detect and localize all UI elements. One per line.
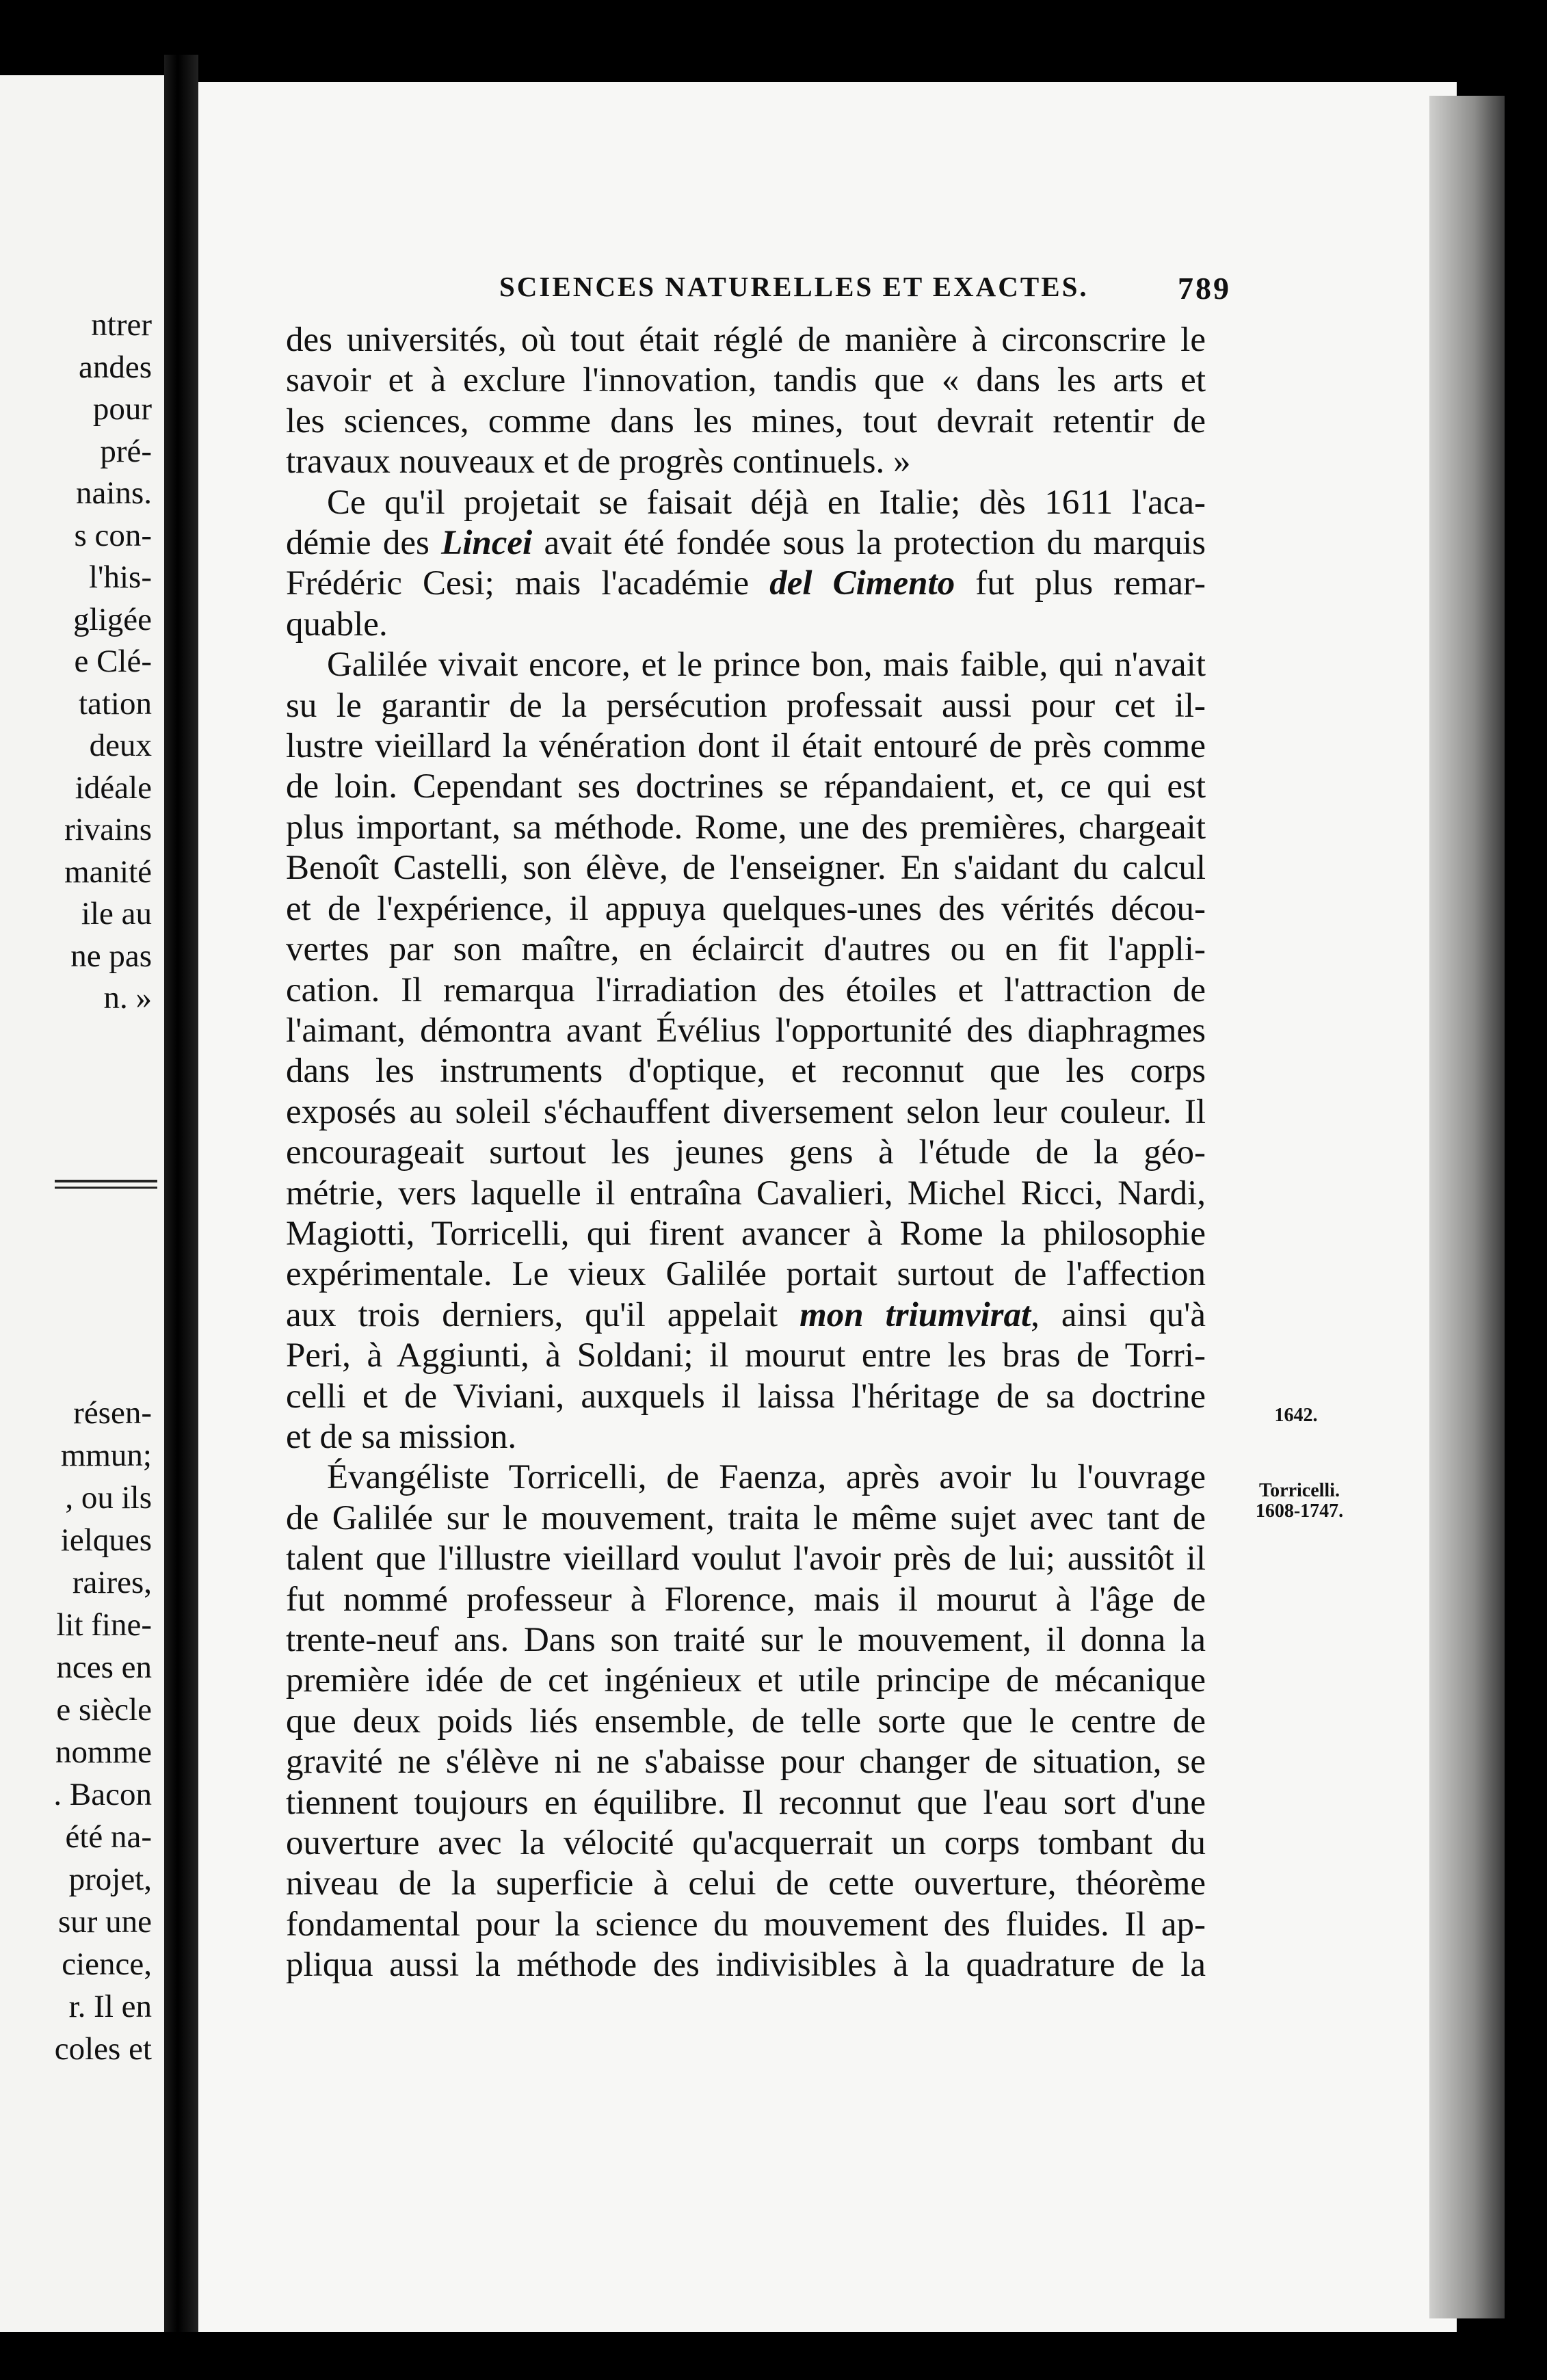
body-line: dans les instruments d'optique, et reconnut que les corps bbox=[286, 1052, 1206, 1091]
left-page-line: andes bbox=[78, 349, 152, 385]
left-page-text-top bbox=[0, 304, 152, 1020]
left-page-line: coles et bbox=[54, 2031, 152, 2067]
body-line: niveau de la superficie à celui de cette ouverture, théorème bbox=[286, 1864, 1206, 1903]
left-page-line: r. Il en bbox=[68, 1989, 152, 2024]
body-line: lustre vieillard la vénération dont il était entouré de près comme bbox=[286, 727, 1206, 766]
page-number: 789 bbox=[1178, 271, 1231, 306]
margin-note-name: Torricelli. bbox=[1259, 1480, 1340, 1501]
left-page-line: e Clé- bbox=[74, 644, 152, 679]
running-title: SCIENCES NATURELLES ET EXACTES. bbox=[499, 271, 1089, 302]
body-line: exposés au soleil s'échauffent diversement selon leur couleur. Il bbox=[286, 1092, 1206, 1131]
left-page-line: sur une bbox=[57, 1904, 152, 1940]
left-page-line: deux bbox=[89, 728, 152, 763]
left-page-line: ielques bbox=[60, 1522, 152, 1558]
left-page-line: , ou ils bbox=[65, 1480, 152, 1516]
left-page-line: ile au bbox=[81, 896, 152, 931]
body-line: Magiotti, Torricelli, qui firent avancer à Rome la philosophie bbox=[286, 1214, 1206, 1253]
left-page-line: nains. bbox=[76, 475, 152, 511]
body-line: tiennent toujours en équilibre. Il reconnut que l'eau sort d'une bbox=[286, 1783, 1206, 1822]
body-line: trente-neuf ans. Dans son traité sur le mouvement, il donna la bbox=[286, 1621, 1206, 1659]
left-page-line: manité bbox=[64, 854, 152, 890]
left-page-line: lit fine- bbox=[56, 1607, 152, 1643]
left-page-line: n. » bbox=[103, 980, 152, 1016]
book-gutter bbox=[164, 55, 198, 2332]
body-line: de loin. Cependant ses doctrines se répandaient, et, ce qui est bbox=[286, 767, 1206, 806]
left-page-line: gligée bbox=[73, 601, 152, 637]
left-page-line: mmun; bbox=[60, 1438, 152, 1473]
body-text bbox=[286, 320, 1206, 1986]
body-line: Benoît Castelli, son élève, de l'enseigner. En s'aidant du calcul bbox=[286, 849, 1206, 888]
left-page-line: résen- bbox=[73, 1395, 152, 1431]
body-line: démie des Lincei avait été fondée sous la protection du marquis bbox=[286, 524, 1206, 563]
left-page-rule bbox=[55, 1180, 157, 1189]
body-line: et de l'expérience, il appuya quelques-unes des vérités décou- bbox=[286, 889, 1206, 928]
left-page-line: raires, bbox=[72, 1565, 152, 1600]
body-line: des universités, où tout était réglé de manière à circonscrire le bbox=[286, 321, 1206, 359]
left-page-text-bottom bbox=[0, 1392, 152, 2070]
left-page-line: tation bbox=[78, 685, 152, 722]
left-page-line: idéale bbox=[75, 769, 152, 806]
body-line: expérimentale. Le vieux Galilée portait surtout de l'affection bbox=[286, 1255, 1206, 1294]
body-line: ouverture avec la vélocité qu'acquerrait un corps tombant du bbox=[286, 1824, 1206, 1863]
body-line: quable. bbox=[286, 605, 388, 644]
body-line: Frédéric Cesi; mais l'académie del Cimento fut plus remar- bbox=[286, 564, 1206, 603]
left-page-line: projet, bbox=[68, 1862, 152, 1897]
body-line: Peri, à Aggiunti, à Soldani; il mourut entre les bras de Torri- bbox=[286, 1336, 1206, 1375]
body-line: Ce qu'il projetait se faisait déjà en Italie; dès 1611 l'aca- bbox=[327, 483, 1206, 522]
body-line: encourageait surtout les jeunes gens à l'étude de la géo- bbox=[286, 1133, 1206, 1172]
body-line: plus important, sa méthode. Rome, une des premières, chargeait bbox=[286, 808, 1206, 847]
left-page-line: cience, bbox=[62, 1946, 152, 1982]
body-line: l'aimant, démontra avant Évélius l'opportunité des diaphragmes bbox=[286, 1011, 1206, 1050]
left-page-line: ntrer bbox=[91, 307, 152, 343]
body-line: vertes par son maître, en éclaircit d'autres ou en fit l'appli- bbox=[286, 930, 1206, 969]
body-line: de Galilée sur le mouvement, traita le même sujet avec tant de bbox=[286, 1498, 1206, 1537]
running-head bbox=[287, 270, 1231, 311]
left-page-line: l'his- bbox=[88, 559, 152, 595]
left-facing-page bbox=[0, 75, 164, 2332]
body-line: fondamental pour la science du mouvement des fluides. Il ap- bbox=[286, 1905, 1206, 1944]
margin-note-dates: 1608-1747. bbox=[1255, 1500, 1344, 1522]
left-page-line: nces en bbox=[56, 1650, 152, 1685]
left-page-line: s con- bbox=[74, 517, 152, 553]
body-line: Évangéliste Torricelli, de Faenza, après avoir lu l'ouvrage bbox=[327, 1458, 1206, 1497]
left-page-line: été na- bbox=[65, 1819, 152, 1855]
body-line: celli et de Viviani, auxquels il laissa l'héritage de sa doctrine bbox=[286, 1377, 1206, 1416]
left-page-line: . Bacon bbox=[53, 1777, 152, 1812]
body-line: travaux nouveaux et de progrès continuels. » bbox=[286, 442, 911, 481]
page-edge-shadow bbox=[1429, 96, 1505, 2318]
body-line: pliqua aussi la méthode des indivisibles à la quadrature de la bbox=[286, 1946, 1206, 1985]
body-line: les sciences, comme dans les mines, tout devrait retentir de bbox=[286, 401, 1206, 440]
body-line: savoir et à exclure l'innovation, tandis que « dans les arts et bbox=[286, 361, 1206, 400]
margin-note-torricelli bbox=[1255, 1481, 1344, 1522]
body-line: que deux poids liés ensemble, de telle sorte que le centre de bbox=[286, 1702, 1206, 1741]
left-page-line: ne pas bbox=[70, 938, 152, 974]
body-line: aux trois derniers, qu'il appelait mon triumvirat, ainsi qu'à bbox=[286, 1295, 1206, 1334]
margin-note-year: 1642. bbox=[1274, 1405, 1318, 1426]
body-line: su le garantir de la persécution professait aussi pour cet il- bbox=[286, 686, 1206, 725]
body-line: fut nommé professeur à Florence, mais il mourut à l'âge de bbox=[286, 1580, 1206, 1619]
left-page-line: rivains bbox=[64, 812, 152, 847]
body-line: et de sa mission. bbox=[286, 1417, 517, 1456]
body-line: gravité ne s'élève ni ne s'abaisse pour changer de situation, se bbox=[286, 1743, 1206, 1782]
body-line: Galilée vivait encore, et le prince bon, mais faible, qui n'avait bbox=[327, 646, 1206, 685]
body-line: première idée de cet ingénieux et utile principe de mécanique bbox=[286, 1661, 1206, 1700]
left-page-line: e siècle bbox=[56, 1692, 152, 1728]
left-page-line: pré- bbox=[100, 433, 152, 469]
body-line: talent que l'illustre vieillard voulut l'avoir près de lui; aussitôt il bbox=[286, 1539, 1206, 1578]
body-line: métrie, vers laquelle il entraîna Cavalieri, Michel Ricci, Nardi, bbox=[286, 1174, 1206, 1213]
left-page-line: pour bbox=[92, 391, 152, 427]
body-line: cation. Il remarqua l'irradiation des étoiles et l'attraction de bbox=[286, 970, 1206, 1009]
left-page-line: nomme bbox=[55, 1734, 152, 1770]
